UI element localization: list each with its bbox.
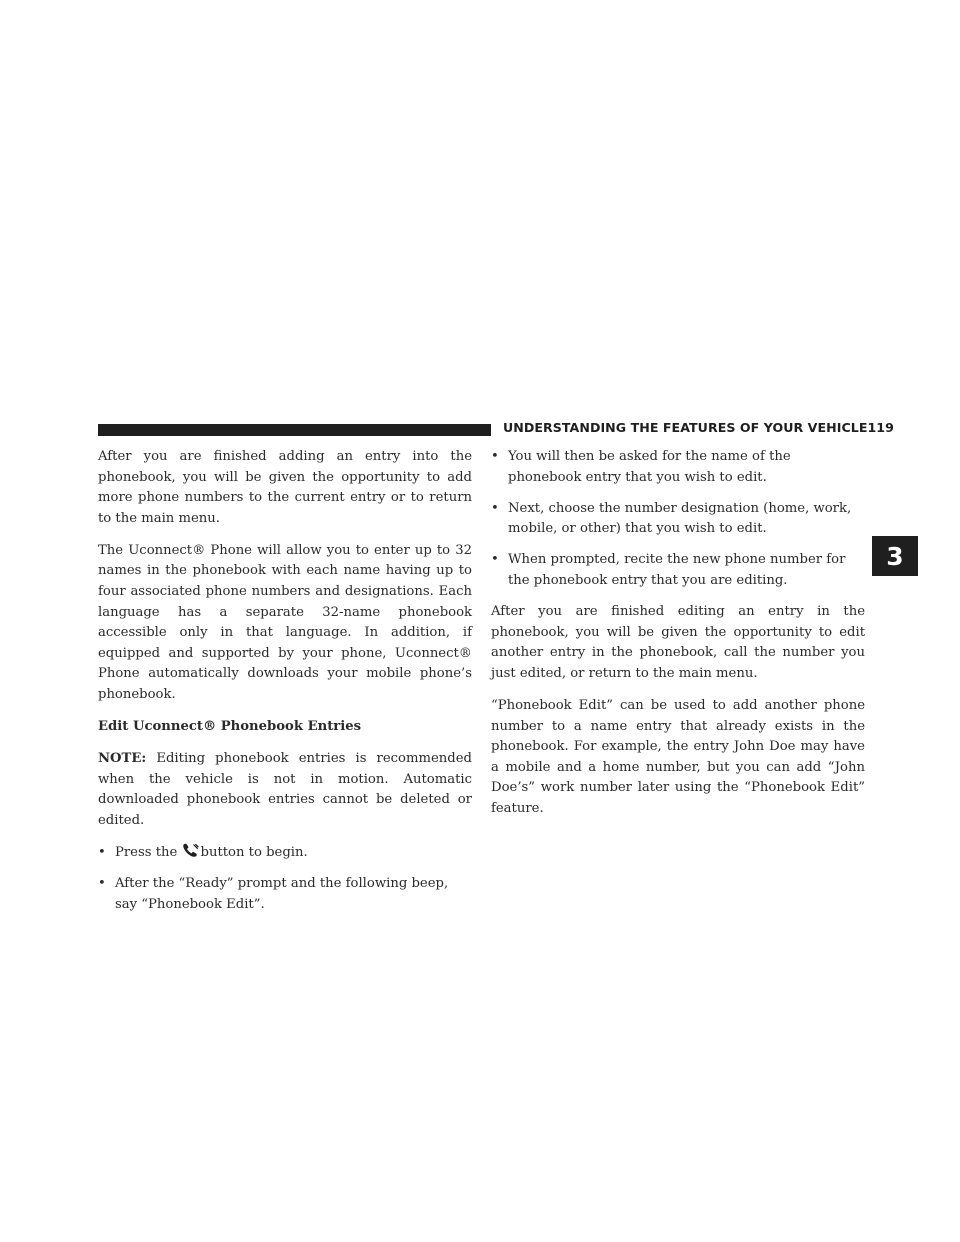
left-column <box>98 447 472 926</box>
bullet-mark: • <box>98 845 106 861</box>
right-column <box>491 447 865 831</box>
paragraph-phonebook-capacity: The Uconnect® Phone will allow you to enter up to 32 names in the phonebook with each name having up to four associated phone numbers and designations. Each language has a separate 32-name phonebook accessible only in that language. In addition, if equipped and supported by your phone, Uconnect® Phone automatically downloads your mobile phone’s phonebook. <box>98 542 472 703</box>
header-rule <box>98 424 491 436</box>
note-label: NOTE: <box>98 751 147 767</box>
section-heading: Edit Uconnect® Phonebook Entries <box>98 719 362 735</box>
phone-icon <box>182 843 200 857</box>
note-text: Editing phonebook entries is recommended when the vehicle is not in motion. Automatic downloaded phonebook entries cannot be deleted or edited. <box>98 751 472 828</box>
list-item <box>98 843 472 864</box>
page-number: 119 <box>867 420 894 435</box>
paragraph-after-adding: After you are finished adding an entry into the phonebook, you will be given the opportunity to add more phone numbers to the current entry or to return to the main menu. <box>98 449 472 526</box>
bullet-mark: • <box>491 552 499 568</box>
list-item <box>98 874 472 915</box>
bullet-mark: • <box>98 876 106 892</box>
paragraph-phonebook-edit: “Phonebook Edit” can be used to add another phone number to a name entry that already exists in the phonebook. For example, the entry John Doe may have a mobile and a home number, but you can add “John Doe’s” work number later using the “Phonebook Edit” feature. <box>491 697 865 816</box>
bullet-text: When prompted, recite the new phone number for the phonebook entry that you are editing. <box>508 552 846 588</box>
paragraph-after-editing: After you are finished editing an entry in the phonebook, you will be given the opportunity to edit another entry in the phonebook, call the number you just edited, or return to the main menu. <box>491 604 865 681</box>
bullet-text-after: button to begin. <box>200 845 308 861</box>
running-header <box>503 420 894 440</box>
note-paragraph <box>98 749 472 831</box>
list-item <box>491 447 865 488</box>
bullet-text: You will then be asked for the name of the phonebook entry that you wish to edit. <box>508 449 791 485</box>
bullet-mark: • <box>491 500 499 516</box>
bullet-mark: • <box>491 449 499 464</box>
list-item <box>491 499 865 540</box>
section-title: UNDERSTANDING THE FEATURES OF YOUR VEHICLE <box>503 420 868 435</box>
list-item <box>491 550 865 591</box>
bullet-text: After the “Ready” prompt and the following beep, say “Phonebook Edit”. <box>115 876 449 912</box>
bullet-text: Next, choose the number designation (home, work, mobile, or other) that you wish to edit. <box>508 500 852 537</box>
chapter-tab: 3 <box>872 536 918 576</box>
bullet-text-before: Press the <box>115 845 178 861</box>
